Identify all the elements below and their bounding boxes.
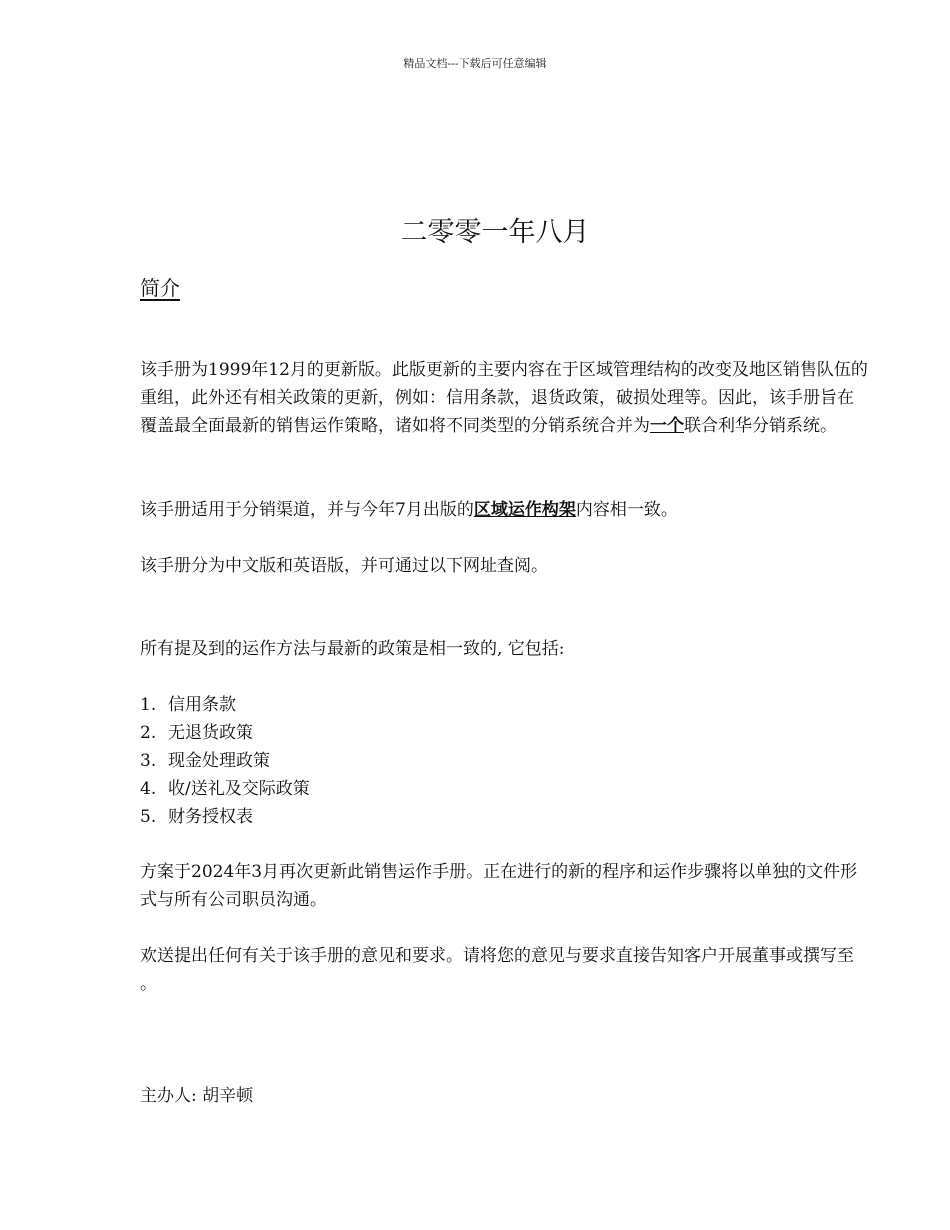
list-item — [140, 775, 310, 803]
plan-paragraph: 方案于2024年3月再次更新此销售运作手册。正在进行的新的程序和运作步骤将以单独的文件形式与所有公司职员沟通。 — [140, 862, 858, 910]
list-item — [140, 719, 310, 747]
list-item — [140, 691, 310, 719]
section-heading: 简介 — [140, 276, 180, 300]
list-text: 无退货政策 — [168, 723, 253, 743]
intro-text-end: 联合利华分销系统。 — [684, 416, 837, 436]
scope-link: 区域运作构架 — [473, 500, 576, 520]
scope-paragraph — [140, 496, 870, 524]
list-text: 财务授权表 — [168, 807, 253, 827]
list-text: 信用条款 — [168, 695, 236, 715]
list-item — [140, 747, 310, 775]
list-number: 3. — [140, 751, 157, 771]
document-date-title: 二零零一年八月 — [400, 217, 590, 248]
versions-paragraph: 该手册分为中文版和英语版，并可通过以下网址查阅。 — [140, 556, 548, 576]
intro-text: 该手册为1999年12月的更新版。此版更新的主要内容在于区域管理结构的改变及地区销售队伍的重组，此外还有相关政策的更新，例如：信用条款，退货政策，破损处理等。因此，该手册旨在覆盖最全面最新的销售运作策略，诸如将不同类型的分销系统合并为 — [140, 360, 868, 436]
sponsor-line: 主办人: 胡辛顿 — [140, 1086, 254, 1106]
list-number: 2. — [140, 723, 157, 743]
scope-text: 该手册适用于分销渠道，并与今年7月出版的 — [140, 500, 474, 520]
list-item — [140, 803, 310, 831]
policies-intro: 所有提及到的运作方法与最新的政策是相一致的, 它包括: — [140, 639, 565, 659]
policy-list — [140, 691, 310, 831]
scope-text-end: 内容相一致。 — [575, 500, 678, 520]
feedback-paragraph: 欢送提出任何有关于该手册的意见和要求。请将您的意见与要求直接告知客户开展董事或撰写至 。 — [140, 946, 854, 994]
intro-emphasis: 一个 — [650, 416, 684, 436]
list-number: 4. — [140, 779, 157, 799]
page-header: 精品文档---下载后可任意编辑 — [403, 57, 547, 70]
list-text: 现金处理政策 — [168, 751, 270, 771]
list-number: 1. — [140, 695, 157, 715]
list-text: 收/送礼及交际政策 — [168, 779, 310, 799]
list-number: 5. — [140, 807, 157, 827]
intro-paragraph — [140, 356, 870, 440]
